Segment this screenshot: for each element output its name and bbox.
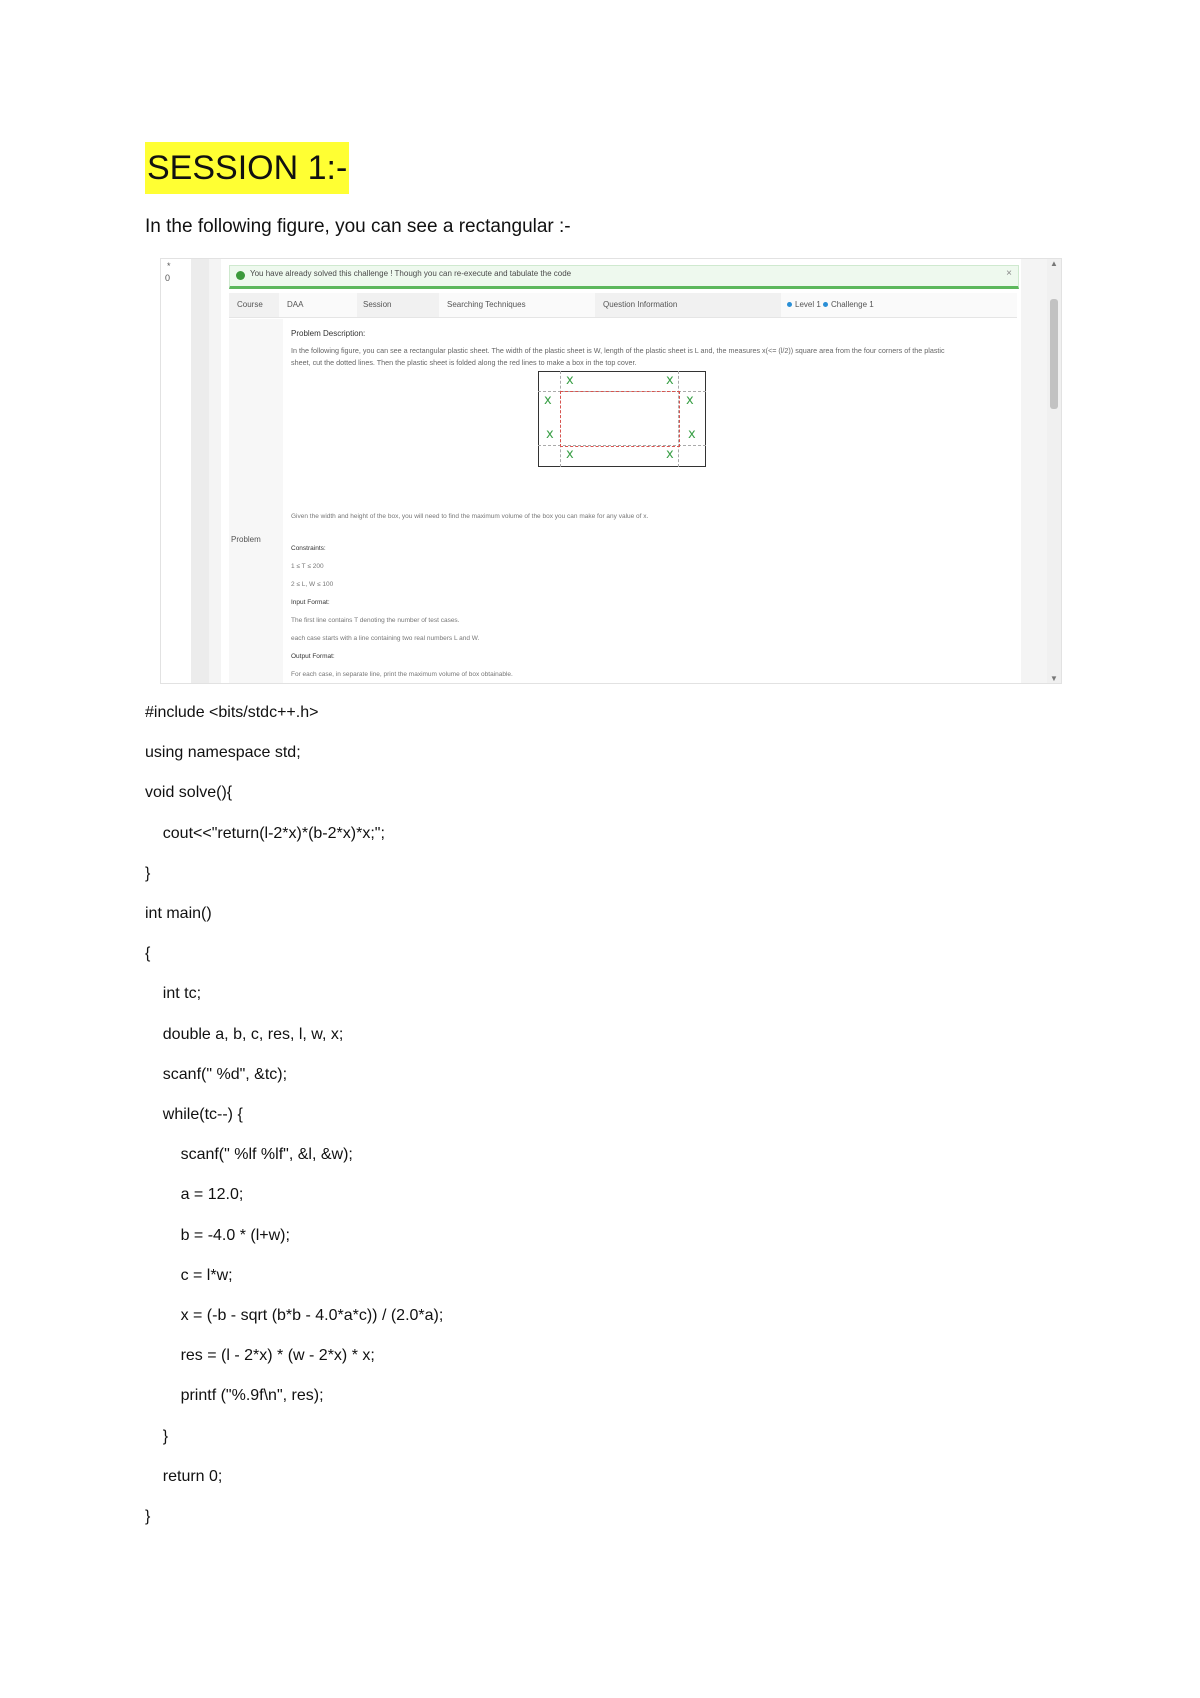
problem-content (283, 319, 1017, 683)
input-format-label: Input Format: (291, 599, 330, 606)
output-text: For each case, in separate line, print the maximum volume of box obtainable. (291, 671, 513, 678)
course-label: Course (237, 300, 263, 309)
success-message: You have already solved this challenge ! Though you can re-execute and tabulate the code (250, 269, 572, 278)
code-line: } (145, 864, 151, 882)
gutter (161, 259, 191, 683)
question-info-label: Question Information (603, 300, 678, 309)
problem-description: In the following figure, you can see a rectangular plastic sheet. The width of the plastic sheet is W, length of the plastic sheet is L and, the measures x(<= (l/2)) square area from the four corners of the plastic sheet, cut the dotted lines. Then the plastic sheet is folded along the red lines to make a box in the top cover. (291, 346, 945, 367)
code-line: c = l*w; (145, 1266, 233, 1284)
problem-label: Problem (231, 535, 261, 544)
challenge-value: Challenge 1 (831, 300, 874, 309)
output-format-label: Output Format: (291, 653, 335, 660)
input-each-case: each case starts with a line containing two real numbers L and W. (291, 635, 480, 642)
corner-mark: x (688, 427, 696, 442)
code-line: } (145, 1427, 169, 1445)
corner-mark: x (666, 373, 674, 388)
code-line: } (145, 1508, 151, 1525)
question-panel (221, 259, 1021, 683)
code-line: using namespace std; (145, 744, 301, 762)
session-value: Searching Techniques (447, 300, 526, 309)
vertical-scrollbar[interactable] (1047, 259, 1061, 683)
code-line: int main() (145, 905, 212, 922)
sheet-figure (538, 371, 706, 467)
code-line: { (145, 945, 151, 963)
constraints-label: Constraints: (291, 545, 326, 552)
input-first-line: The first line contains T denoting the number of test cases. (291, 617, 460, 624)
problem-label-col (229, 319, 283, 683)
code-line: x = (-b - sqrt (b*b - 4.0*a*c)) / (2.0*a); (145, 1307, 444, 1324)
code-line: res = (l - 2*x) * (w - 2*x) * x; (145, 1347, 375, 1365)
problem-row (229, 319, 1017, 683)
scroll-thumb[interactable] (1050, 299, 1058, 409)
code-line: scanf(" %lf %lf", &l, &w); (145, 1146, 353, 1164)
corner-mark: x (566, 373, 574, 388)
level-value: Level 1 (795, 300, 821, 309)
check-circle-icon (236, 271, 245, 280)
code-line: while(tc--) { (145, 1106, 243, 1123)
code-line: double a, b, c, res, l, w, x; (145, 1025, 344, 1043)
course-value: DAA (287, 300, 304, 309)
code-line: b = -4.0 * (l+w); (145, 1226, 290, 1244)
code-line: a = 12.0; (145, 1186, 244, 1204)
scroll-down-icon[interactable]: ▼ (1050, 674, 1058, 683)
intro-text: In the following figure, you can see a rectangular :- (145, 216, 571, 237)
constraint-lw: 2 ≤ L, W ≤ 100 (291, 581, 334, 588)
gutter-zero: 0 (165, 273, 171, 283)
corner-mark: x (686, 393, 694, 408)
corner-mark: x (546, 427, 554, 442)
session-label: Session (363, 300, 392, 309)
problem-heading: Problem Description: (291, 329, 366, 338)
challenge-dot-icon (823, 302, 828, 307)
corner-mark: x (666, 447, 674, 462)
side-panel (191, 259, 209, 683)
fold-line (560, 391, 680, 447)
code-line: cout<<"return(l-2*x)*(b-2*x)*x;"; (145, 824, 385, 842)
scroll-up-icon[interactable]: ▲ (1050, 259, 1058, 268)
code-line: scanf(" %d", &tc); (145, 1065, 288, 1083)
close-icon[interactable]: × (1006, 268, 1012, 279)
level-dot-icon (787, 302, 792, 307)
question-meta-bar (229, 293, 1017, 318)
given-text: Given the width and height of the box, you will need to find the maximum volume of the box you can make for any value of x. (291, 513, 649, 520)
embedded-screenshot (160, 258, 1062, 684)
corner-mark: x (544, 393, 552, 408)
code-line: int tc; (145, 985, 202, 1003)
success-alert (229, 265, 1019, 289)
constraint-t: 1 ≤ T ≤ 200 (291, 563, 324, 570)
code-line: void solve(){ (145, 784, 233, 802)
session-heading: SESSION 1:- (145, 142, 349, 194)
code-line: #include <bits/stdc++.h> (145, 704, 319, 721)
code-line: printf ("%.9f\n", res); (145, 1387, 324, 1405)
corner-mark: x (566, 447, 574, 462)
gutter-star: * (167, 261, 171, 271)
code-line: return 0; (145, 1467, 223, 1485)
